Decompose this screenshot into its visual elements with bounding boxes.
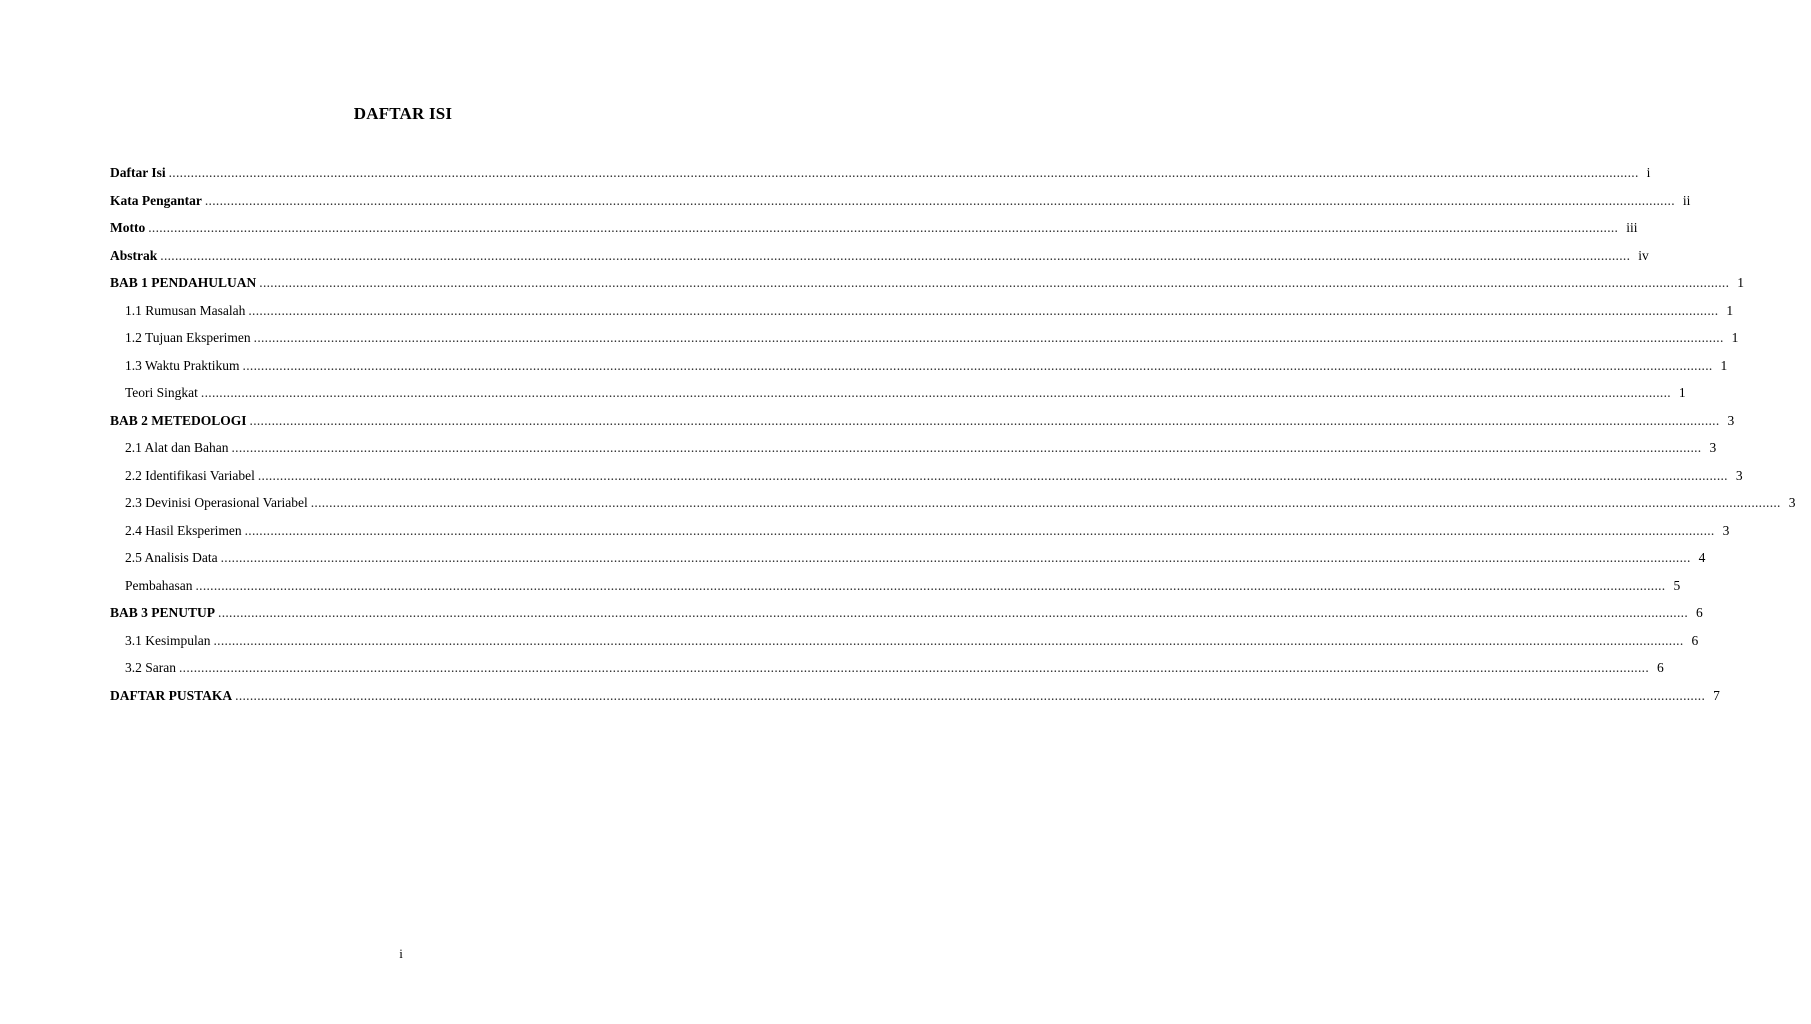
toc-entry <box>110 272 1745 300</box>
toc-entry <box>110 520 1730 548</box>
toc-dot-leader: ................................................................................................................................................................................................................................................................................................................................................................................................................ <box>235 687 1706 703</box>
toc-entry-label: Daftar Isi <box>110 165 166 180</box>
toc-entry-page: iii <box>1626 220 1638 235</box>
toc-entry-page: 6 <box>1657 660 1664 675</box>
toc-entry-page: 3 <box>1709 440 1717 455</box>
toc-dot-leader: ................................................................................................................................................................................................................................................................................................................................................................................................................ <box>218 605 1689 620</box>
toc-entry <box>110 685 1720 713</box>
toc-entry <box>110 190 1691 218</box>
toc-entry <box>110 630 1699 658</box>
toc-dot-leader: ................................................................................................................................................................................................................................................................................................................................................................................................................ <box>310 495 1781 510</box>
toc-entry-page: 3 <box>1722 522 1730 538</box>
toc-entry-page: 1 <box>1737 275 1745 290</box>
toc-entry <box>110 437 1717 465</box>
toc-entry <box>110 492 1796 520</box>
toc-entry-label: BAB 2 METEDOLOGI <box>110 412 247 428</box>
toc-entry-page: 1 <box>1731 330 1739 345</box>
toc-entry-page: 1 <box>1678 385 1686 400</box>
toc-entry-label: BAB 3 PENUTUP <box>110 605 216 620</box>
toc-dot-leader: ................................................................................................................................................................................................................................................................................................................................................................................................................ <box>213 632 1684 648</box>
toc-entry-label: Abstrak <box>110 247 158 263</box>
toc-entry-label: 2.1 Alat dan Bahan <box>125 440 229 455</box>
toc-entry-page: 6 <box>1691 632 1699 648</box>
toc-dot-leader: ................................................................................................................................................................................................................................................................................................................................................................................................................ <box>242 357 1713 373</box>
toc-entry <box>110 465 1743 493</box>
toc-dot-leader: ................................................................................................................................................................................................................................................................................................................................................................................................................ <box>231 440 1702 455</box>
toc-dot-leader: ................................................................................................................................................................................................................................................................................................................................................................................................................ <box>204 192 1675 208</box>
toc-entry-page: 6 <box>1696 605 1703 620</box>
toc-dot-leader: ................................................................................................................................................................................................................................................................................................................................................................................................................ <box>249 412 1720 428</box>
toc-entry-page: 7 <box>1713 687 1720 703</box>
toc-entry-page: 1 <box>1720 357 1728 373</box>
table-of-contents <box>110 162 1796 712</box>
toc-entry-label: BAB 1 PENDAHULUAN <box>110 275 257 290</box>
toc-entry-label: Teori Singkat <box>125 385 198 400</box>
toc-dot-leader: ................................................................................................................................................................................................................................................................................................................................................................................................................ <box>160 247 1631 263</box>
toc-dot-leader: ................................................................................................................................................................................................................................................................................................................................................................................................................ <box>168 165 1639 180</box>
toc-entry-label: 1.3 Waktu Praktikum <box>125 357 240 373</box>
toc-dot-leader: ................................................................................................................................................................................................................................................................................................................................................................................................................ <box>220 550 1691 565</box>
toc-dot-leader: ................................................................................................................................................................................................................................................................................................................................................................................................................ <box>253 330 1724 345</box>
toc-entry-page: 4 <box>1698 550 1706 565</box>
toc-entry <box>110 602 1703 630</box>
toc-entry-label: Motto <box>110 220 146 235</box>
toc-entry <box>110 300 1734 328</box>
toc-entry-label: 3.1 Kesimpulan <box>125 632 211 648</box>
toc-entry-label: 2.3 Devinisi Operasional Variabel <box>125 495 308 510</box>
toc-entry-page: 3 <box>1788 495 1796 510</box>
toc-entry <box>110 162 1651 190</box>
toc-entry <box>110 327 1739 355</box>
toc-entry <box>110 355 1728 383</box>
page-title: DAFTAR ISI <box>353 104 453 123</box>
toc-entry <box>110 547 1706 575</box>
toc-entry-label: 1.2 Tujuan Eksperimen <box>125 330 251 345</box>
toc-entry-label: 2.2 Identifikasi Variabel <box>125 467 255 483</box>
toc-entry-label: DAFTAR PUSTAKA <box>110 687 233 703</box>
toc-entry <box>110 245 1649 273</box>
toc-entry <box>110 657 1664 685</box>
toc-entry-label: 3.2 Saran <box>125 660 176 675</box>
toc-entry-page: iv <box>1638 247 1649 263</box>
toc-entry <box>110 410 1735 438</box>
toc-entry-label: 2.5 Analisis Data <box>125 550 218 565</box>
toc-entry-label: Kata Pengantar <box>110 192 202 208</box>
toc-dot-leader: ................................................................................................................................................................................................................................................................................................................................................................................................................ <box>259 275 1730 290</box>
toc-dot-leader: ................................................................................................................................................................................................................................................................................................................................................................................................................ <box>200 385 1671 400</box>
toc-dot-leader: ................................................................................................................................................................................................................................................................................................................................................................................................................ <box>148 220 1619 235</box>
toc-dot-leader: ................................................................................................................................................................................................................................................................................................................................................................................................................ <box>244 522 1715 538</box>
toc-entry <box>110 382 1686 410</box>
toc-entry-label: Pembahasan <box>125 577 193 593</box>
toc-entry-page: ii <box>1682 192 1691 208</box>
toc-entry-page: i <box>1646 165 1651 180</box>
toc-dot-leader: ................................................................................................................................................................................................................................................................................................................................................................................................................ <box>248 302 1719 318</box>
toc-dot-leader: ................................................................................................................................................................................................................................................................................................................................................................................................................ <box>195 577 1666 593</box>
toc-entry-page: 3 <box>1727 412 1735 428</box>
toc-entry <box>110 217 1638 245</box>
toc-entry-label: 2.4 Hasil Eksperimen <box>125 522 242 538</box>
page-number: i <box>399 946 403 961</box>
toc-entry-page: 1 <box>1726 302 1734 318</box>
toc-entry-page: 3 <box>1735 467 1743 483</box>
toc-entry-page: 5 <box>1673 577 1681 593</box>
toc-dot-leader: ................................................................................................................................................................................................................................................................................................................................................................................................................ <box>257 467 1728 483</box>
toc-dot-leader: ................................................................................................................................................................................................................................................................................................................................................................................................................ <box>179 660 1649 675</box>
toc-entry <box>110 575 1681 603</box>
toc-entry-label: 1.1 Rumusan Masalah <box>125 302 246 318</box>
